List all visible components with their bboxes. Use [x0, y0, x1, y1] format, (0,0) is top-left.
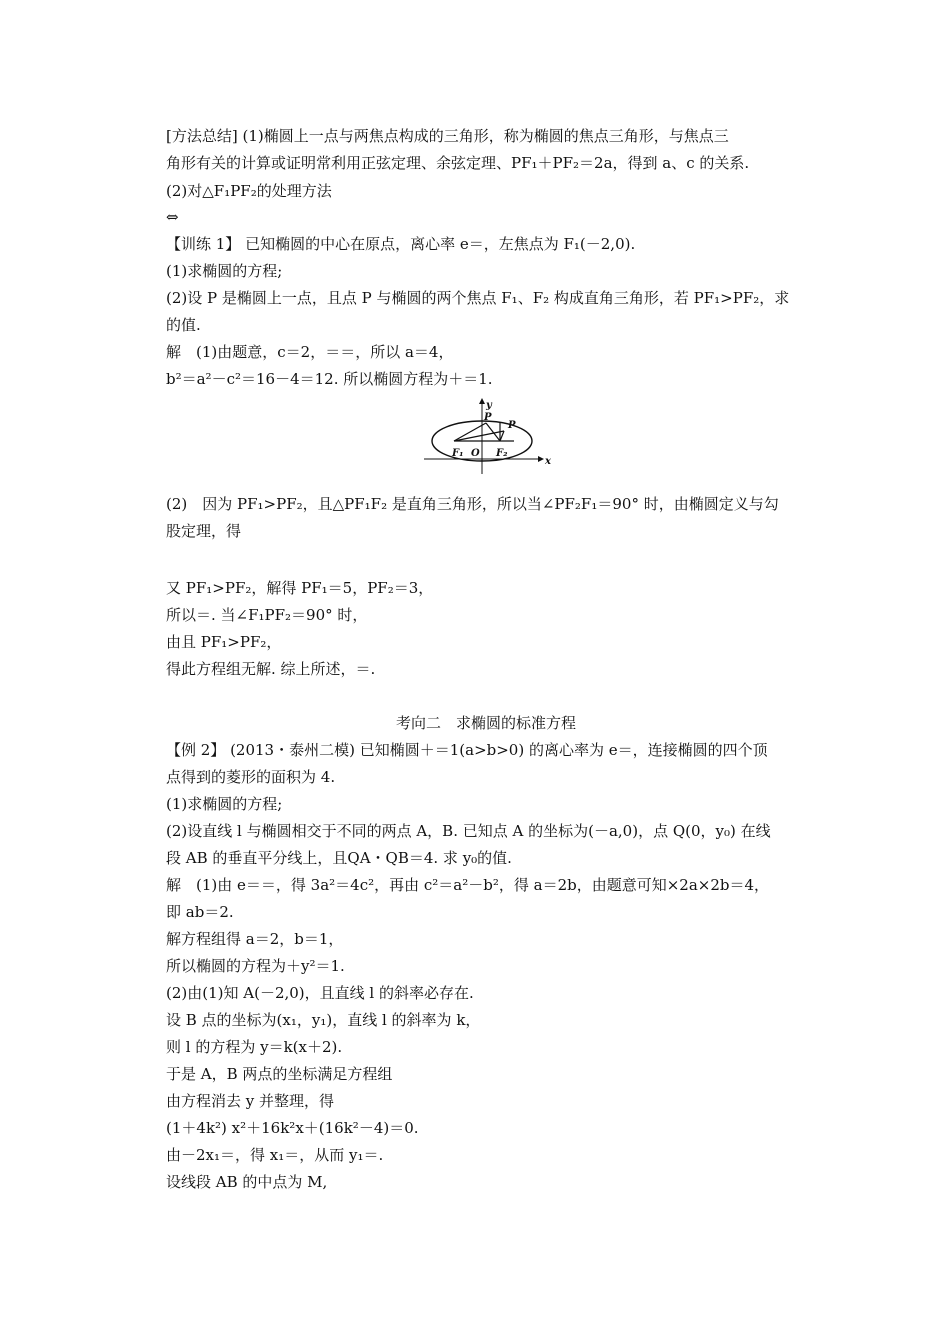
text-line: 由且 PF₁>PF₂， [166, 633, 282, 651]
text-line: (1)求椭圆的方程; [166, 262, 283, 280]
text-line: (1＋4k²) x²＋16k²x＋(16k²－4)＝0. [166, 1119, 419, 1137]
ellipse-diagram [424, 396, 554, 474]
text-line: 的值. [166, 316, 201, 334]
section-heading: 考向二 求椭圆的标准方程 [395, 714, 576, 732]
text-line: 段 AB 的垂直平分线上，且QA・QB＝4. 求 y₀的值. [166, 849, 512, 867]
text-line: 由－2x₁＝，得 x₁＝，从而 y₁＝. [166, 1146, 384, 1164]
text-line: 股定理，得 [166, 522, 242, 540]
text-line: 所以椭圆的方程为＋y²＝1. [166, 957, 345, 975]
text-line: b²＝a²－c²＝16－4＝12. 所以椭圆方程为＋＝1. [166, 370, 493, 388]
segment-f2-p2 [500, 431, 504, 441]
text-line: 所以＝. 当∠F₁PF₂＝90° 时， [166, 606, 368, 624]
x-axis-arrow [538, 456, 544, 462]
text-line: 点得到的菱形的面积为 4. [166, 768, 336, 786]
text-line: (2)设直线 l 与椭圆相交于不同的两点 A，B. 已知点 A 的坐标为(－a,0)，点 Q(0，y₀) 在线 [166, 822, 771, 840]
label-p1: P [484, 412, 492, 423]
text-line: 解方程组得 a＝2，b＝1， [166, 930, 344, 948]
label-p2: P [508, 420, 516, 431]
text-line: 设线段 AB 的中点为 M, [166, 1173, 328, 1191]
ellipse-figure [424, 396, 554, 474]
text-line: (1)求椭圆的方程; [166, 795, 283, 813]
text-line: 得此方程组无解. 综上所述，＝. [166, 660, 376, 678]
text-line: (2)对△F₁PF₂的处理方法 [166, 182, 332, 200]
label-y: y [486, 400, 492, 411]
text-line: 又 PF₁>PF₂，解得 PF₁＝5，PF₂＝3， [166, 579, 434, 597]
text-line: 即 ab＝2. [166, 903, 234, 921]
text-line: 设 B 点的坐标为(x₁，y₁)，直线 l 的斜率为 k， [166, 1011, 481, 1029]
label-f1: F₁ [452, 448, 464, 459]
text-line: (2)由(1)知 A(－2,0)，且直线 l 的斜率必存在. [166, 984, 474, 1002]
text-line: 解 (1)由题意，c＝2，＝＝，所以 a＝4， [166, 343, 454, 361]
example-heading: 【例 2】 (2013・泰州二模) 已知椭圆＋＝1(a>b>0) 的离心率为 e＝，连接椭圆的四个顶 [166, 741, 768, 759]
equivalence-symbol: ⇔ [166, 208, 179, 226]
label-o: O [471, 448, 480, 459]
text-line: (2) 因为 PF₁>PF₂，且△PF₁F₂ 是直角三角形，所以当∠PF₂F₁＝90° 时，由椭圆定义与勾 [166, 495, 779, 513]
text-line: 解 (1)由 e＝＝，得 3a²＝4c²，再由 c²＝a²－b²，得 a＝2b，由题意可知×2a×2b＝4， [166, 876, 770, 894]
text-line: 由方程消去 y 并整理，得 [166, 1092, 335, 1110]
exercise-heading: 【训练 1】 已知椭圆的中心在原点，离心率 e＝，左焦点为 F₁(－2,0). [166, 235, 636, 253]
text-line: 则 l 的方程为 y＝k(x＋2). [166, 1038, 343, 1056]
text-line: 角形有关的计算或证明常利用正弦定理、余弦定理、PF₁＋PF₂＝2a，得到 a、c 的关系. [166, 154, 750, 172]
y-axis-arrow [479, 398, 485, 404]
text-line: 于是 A，B 两点的坐标满足方程组 [166, 1065, 393, 1083]
label-x: x [545, 456, 551, 467]
text-line: [方法总结] (1)椭圆上一点与两焦点构成的三角形，称为椭圆的焦点三角形，与焦点三 [166, 127, 729, 145]
text-line: (2)设 P 是椭圆上一点，且点 P 与椭圆的两个焦点 F₁、F₂ 构成直角三角形，若 PF₁>PF₂，求 [166, 289, 790, 307]
label-f2: F₂ [496, 448, 508, 459]
